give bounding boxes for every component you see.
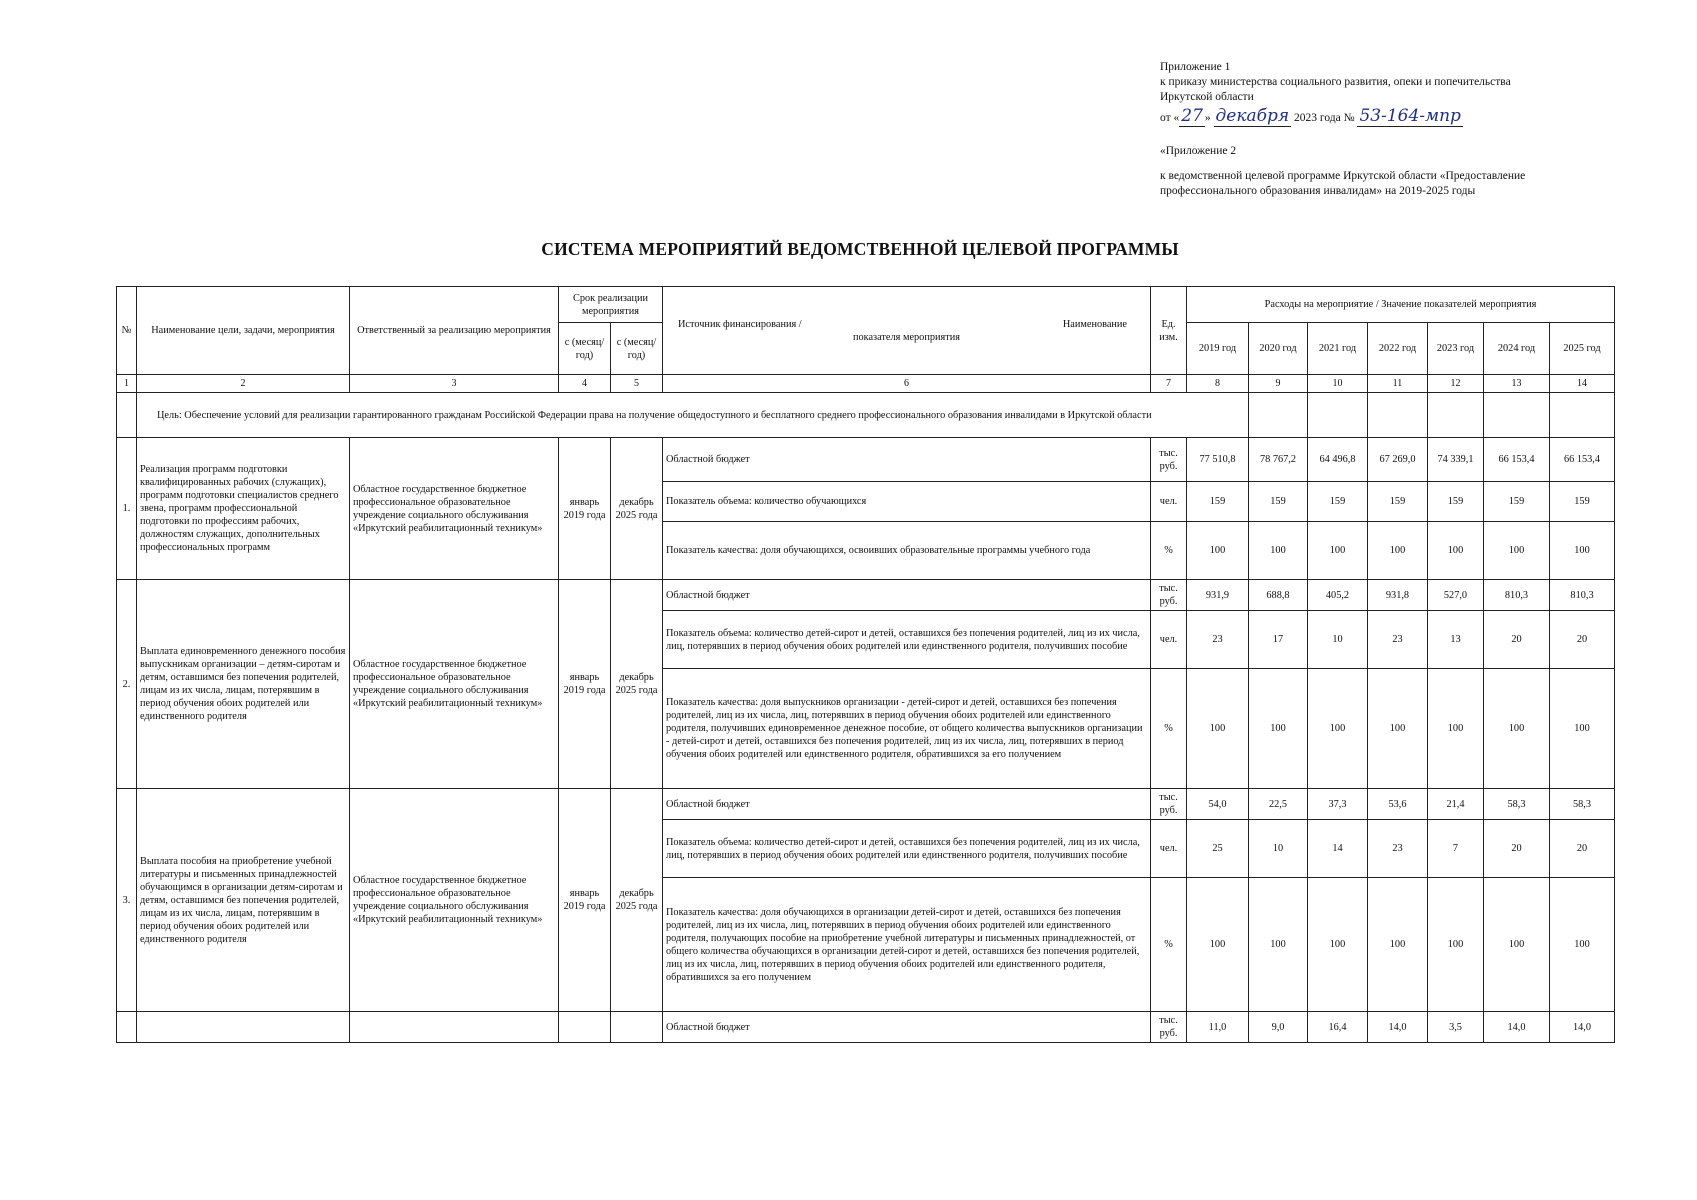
activity-to: декабрь 2025 года xyxy=(611,438,663,580)
appendix-order-ref: к приказу министерства социального развития, опеки и попечительства xyxy=(1160,76,1511,88)
unit-cell: тыс. руб. xyxy=(1151,1012,1187,1043)
activity-number: 3. xyxy=(117,789,137,1012)
value-cell: 54,0 xyxy=(1187,789,1249,820)
value-cell: 810,3 xyxy=(1484,580,1550,611)
value-cell: 9,0 xyxy=(1249,1012,1308,1043)
header-term: Срок реализации мероприятия xyxy=(559,287,663,323)
value-cell: 100 xyxy=(1249,522,1308,580)
activity-responsible xyxy=(350,1012,559,1043)
column-number: 6 xyxy=(663,375,1151,393)
date-mid: » xyxy=(1204,112,1214,124)
indicator-name: Показатель объема: количество детей-сирот и детей, оставшихся без попечения родителей, лиц из их числа, лиц, потерявших в период обучения обоих родителей или единственного родителя, получивших пособие xyxy=(663,820,1151,878)
value-cell: 100 xyxy=(1249,669,1308,789)
header-from: с (месяц/год) xyxy=(559,323,611,375)
value-cell: 23 xyxy=(1368,611,1428,669)
goal-text: Цель: Обеспечение условий для реализации гарантированного гражданам Российской Федерации права на получение общедоступного и бесплатного среднего профессионального образования инвалидами в Иркутской области xyxy=(137,393,1249,438)
value-cell: 20 xyxy=(1550,611,1615,669)
unit-cell: чел. xyxy=(1151,482,1187,522)
value-cell: 20 xyxy=(1550,820,1615,878)
header-name: Наименование цели, задачи, мероприятия xyxy=(137,287,350,375)
table-row xyxy=(117,580,1615,611)
value-cell: 159 xyxy=(1484,482,1550,522)
table-row xyxy=(117,438,1615,482)
indicator-name: Показатель качества: доля обучающихся, освоивших образовательные программы учебного года xyxy=(663,522,1151,580)
header-year: 2025 год xyxy=(1550,323,1615,375)
value-cell: 931,8 xyxy=(1368,580,1428,611)
value-cell: 931,9 xyxy=(1187,580,1249,611)
unit-cell: чел. xyxy=(1151,611,1187,669)
header-year: 2023 год xyxy=(1428,323,1484,375)
value-cell: 21,4 xyxy=(1428,789,1484,820)
value-cell: 405,2 xyxy=(1308,580,1368,611)
header-source-c: показателя мероприятия xyxy=(852,331,960,343)
appendix-region: Иркутской области xyxy=(1160,91,1254,103)
value-cell: 688,8 xyxy=(1249,580,1308,611)
indicator-name: Показатель качества: доля выпускников организации - детей-сирот и детей, оставшихся без попечения родителей, лиц из их числа, лиц, потерявших в период обучения обоих родителей или единственного родителя, получивших единовременное денежное пособие, от общего количества выпускников организации - детей-сирот и детей, оставшихся без попечения родителей, лиц из их числа, лиц, потерявших в период обучения обоих родителей или единственного родителя, обратившихся за его получением xyxy=(663,669,1151,789)
value-cell: 100 xyxy=(1368,669,1428,789)
appendix2-program: к ведомственной целевой программе Иркутской области «Предоставление xyxy=(1160,170,1526,182)
value-cell: 159 xyxy=(1550,482,1615,522)
header-year: 2019 год xyxy=(1187,323,1249,375)
indicator-name: Областной бюджет xyxy=(663,1012,1151,1043)
column-number: 8 xyxy=(1187,375,1249,393)
value-cell: 23 xyxy=(1187,611,1249,669)
value-cell: 11,0 xyxy=(1187,1012,1249,1043)
document-title: СИСТЕМА МЕРОПРИЯТИЙ ВЕДОМСТВЕННОЙ ЦЕЛЕВОЙ ПРОГРАММЫ xyxy=(541,239,1179,259)
activity-from: январь 2019 года xyxy=(559,580,611,789)
value-cell: 810,3 xyxy=(1550,580,1615,611)
value-cell: 20 xyxy=(1484,611,1550,669)
value-cell: 100 xyxy=(1187,522,1249,580)
indicator-name: Показатель объема: количество детей-сирот и детей, оставшихся без попечения родителей, лиц из их числа, лиц, потерявших в период обучения обоих родителей или единственного родителя, получивших пособие xyxy=(663,611,1151,669)
activity-name: Выплата единовременного денежного пособия выпускникам организации – детям-сиротам и детям, оставшимся без попечения родителей, лицам из их числа, лицам, потерявшим в период обучения обоих родителей или единственного родителя xyxy=(137,580,350,789)
goal-row xyxy=(117,393,1615,438)
header-source-b: Наименование xyxy=(1062,318,1127,330)
indicator-name: Областной бюджет xyxy=(663,580,1151,611)
activity-name: Выплата пособия на приобретение учебной литературы и письменных принадлежностей обучающимся в организации детям-сиротам и детям, оставшимся без попечения родителей, лицам из их числа, лицам, потерявшим в период обучения обоих родителей или единственного родителя xyxy=(137,789,350,1012)
column-number: 1 xyxy=(117,375,137,393)
value-cell: 100 xyxy=(1428,522,1484,580)
activity-from xyxy=(559,1012,611,1043)
appendix2-title: «Приложение 2 xyxy=(1160,145,1237,157)
value-cell: 100 xyxy=(1428,878,1484,1012)
appendix-date-line xyxy=(1160,106,1660,126)
indicator-name: Областной бюджет xyxy=(663,789,1151,820)
unit-cell: % xyxy=(1151,669,1187,789)
value-cell: 20 xyxy=(1484,820,1550,878)
value-cell: 100 xyxy=(1484,669,1550,789)
indicator-name: Показатель объема: количество обучающихся xyxy=(663,482,1151,522)
value-cell: 100 xyxy=(1368,878,1428,1012)
column-numbers-row xyxy=(117,375,1615,393)
activity-from: январь 2019 года xyxy=(559,789,611,1012)
value-cell: 67 269,0 xyxy=(1368,438,1428,482)
header-unit: Ед. изм. xyxy=(1151,287,1187,375)
unit-cell: % xyxy=(1151,522,1187,580)
value-cell: 100 xyxy=(1550,669,1615,789)
column-number: 11 xyxy=(1368,375,1428,393)
indicator-name: Областной бюджет xyxy=(663,438,1151,482)
activities-table xyxy=(116,286,1615,1043)
column-number: 13 xyxy=(1484,375,1550,393)
value-cell: 25 xyxy=(1187,820,1249,878)
header-year: 2022 год xyxy=(1368,323,1428,375)
activity-number: 2. xyxy=(117,580,137,789)
column-number: 2 xyxy=(137,375,350,393)
activity-name: Реализация программ подготовки квалифицированных рабочих (служащих), программ подготовки специалистов среднего звена, программ профессиональной подготовки по профессиям рабочих, должностям служащих, дополнительных профессиональных программ xyxy=(137,438,350,580)
activity-responsible: Областное государственное бюджетное профессиональное образовательное учреждение социального обслуживания «Иркутский реабилитационный техникум» xyxy=(350,580,559,789)
column-number: 14 xyxy=(1550,375,1615,393)
value-cell: 58,3 xyxy=(1550,789,1615,820)
value-cell: 14,0 xyxy=(1484,1012,1550,1043)
table-row xyxy=(117,1012,1615,1043)
value-cell: 58,3 xyxy=(1484,789,1550,820)
header-year: 2021 год xyxy=(1308,323,1368,375)
activity-from: январь 2019 года xyxy=(559,438,611,580)
activity-number xyxy=(117,1012,137,1043)
activity-to: декабрь 2025 года xyxy=(611,789,663,1012)
value-cell: 10 xyxy=(1308,611,1368,669)
header-expenses: Расходы на мероприятие / Значение показателей мероприятия xyxy=(1187,287,1615,323)
value-cell: 100 xyxy=(1187,669,1249,789)
unit-cell: тыс. руб. xyxy=(1151,789,1187,820)
value-cell: 100 xyxy=(1368,522,1428,580)
header-no: № xyxy=(117,287,137,375)
appendix2-years: профессионального образования инвалидам» на 2019-2025 годы xyxy=(1160,185,1476,197)
value-cell: 77 510,8 xyxy=(1187,438,1249,482)
unit-cell: тыс. руб. xyxy=(1151,580,1187,611)
date-day: 27 xyxy=(1181,106,1203,126)
value-cell: 100 xyxy=(1249,878,1308,1012)
appendix-title: Приложение 1 xyxy=(1160,61,1231,73)
value-cell: 159 xyxy=(1428,482,1484,522)
activity-name xyxy=(137,1012,350,1043)
unit-cell: % xyxy=(1151,878,1187,1012)
activity-responsible: Областное государственное бюджетное профессиональное образовательное учреждение социального обслуживания «Иркутский реабилитационный техникум» xyxy=(350,789,559,1012)
activity-to: декабрь 2025 года xyxy=(611,580,663,789)
activity-number: 1. xyxy=(117,438,137,580)
value-cell: 100 xyxy=(1308,878,1368,1012)
indicator-name: Показатель качества: доля обучающихся в организации детей-сирот и детей, оставшихся без попечения родителей, лиц из их числа, лиц, потерявших в период обучения обоих родителей или единственного родителя, получающих пособие на приобретение учебной литературы и письменных принадлежностей, от общего количества обучающихся в организации детей-сирот и детей, оставшихся без попечения родителей, лиц из их числа, лиц, потерявших в период обучения обоих родителей или единственного родителя, обратившихся за его получением xyxy=(663,878,1151,1012)
appendix-block xyxy=(1160,60,1660,199)
unit-cell: чел. xyxy=(1151,820,1187,878)
header-source-a: Источник финансирования / xyxy=(678,318,802,330)
table-row xyxy=(117,789,1615,820)
value-cell: 13 xyxy=(1428,611,1484,669)
column-number: 4 xyxy=(559,375,611,393)
value-cell: 7 xyxy=(1428,820,1484,878)
value-cell: 66 153,4 xyxy=(1484,438,1550,482)
column-number: 7 xyxy=(1151,375,1187,393)
value-cell: 100 xyxy=(1484,522,1550,580)
value-cell: 17 xyxy=(1249,611,1308,669)
date-year: 2023 года № xyxy=(1291,112,1355,124)
value-cell: 14,0 xyxy=(1368,1012,1428,1043)
value-cell: 159 xyxy=(1187,482,1249,522)
value-cell: 14 xyxy=(1308,820,1368,878)
value-cell: 100 xyxy=(1484,878,1550,1012)
date-prefix: от « xyxy=(1160,112,1180,124)
unit-cell: тыс. руб. xyxy=(1151,438,1187,482)
header-to: с (месяц/год) xyxy=(611,323,663,375)
value-cell: 78 767,2 xyxy=(1249,438,1308,482)
value-cell: 37,3 xyxy=(1308,789,1368,820)
value-cell: 100 xyxy=(1428,669,1484,789)
value-cell: 100 xyxy=(1308,669,1368,789)
value-cell: 3,5 xyxy=(1428,1012,1484,1043)
column-number: 3 xyxy=(350,375,559,393)
value-cell: 16,4 xyxy=(1308,1012,1368,1043)
value-cell: 53,6 xyxy=(1368,789,1428,820)
activity-responsible: Областное государственное бюджетное профессиональное образовательное учреждение социального обслуживания «Иркутский реабилитационный техникум» xyxy=(350,438,559,580)
value-cell: 100 xyxy=(1550,522,1615,580)
value-cell: 159 xyxy=(1368,482,1428,522)
header-year: 2020 год xyxy=(1249,323,1308,375)
activities-body xyxy=(117,438,1615,1043)
column-number: 5 xyxy=(611,375,663,393)
value-cell: 23 xyxy=(1368,820,1428,878)
value-cell: 159 xyxy=(1308,482,1368,522)
table-header xyxy=(117,287,1615,393)
value-cell: 66 153,4 xyxy=(1550,438,1615,482)
header-year: 2024 год xyxy=(1484,323,1550,375)
value-cell: 74 339,1 xyxy=(1428,438,1484,482)
value-cell: 100 xyxy=(1308,522,1368,580)
value-cell: 100 xyxy=(1187,878,1249,1012)
value-cell: 159 xyxy=(1249,482,1308,522)
value-cell: 22,5 xyxy=(1249,789,1308,820)
value-cell: 10 xyxy=(1249,820,1308,878)
header-responsible: Ответственный за реализацию мероприятия xyxy=(350,287,559,375)
value-cell: 64 496,8 xyxy=(1308,438,1368,482)
column-number: 12 xyxy=(1428,375,1484,393)
column-number: 9 xyxy=(1249,375,1308,393)
order-number: 53-164-мпр xyxy=(1359,106,1461,126)
value-cell: 527,0 xyxy=(1428,580,1484,611)
date-month: декабря xyxy=(1215,106,1290,126)
value-cell: 14,0 xyxy=(1550,1012,1615,1043)
header-source xyxy=(663,287,1151,375)
column-number: 10 xyxy=(1308,375,1368,393)
activity-to xyxy=(611,1012,663,1043)
value-cell: 100 xyxy=(1550,878,1615,1012)
